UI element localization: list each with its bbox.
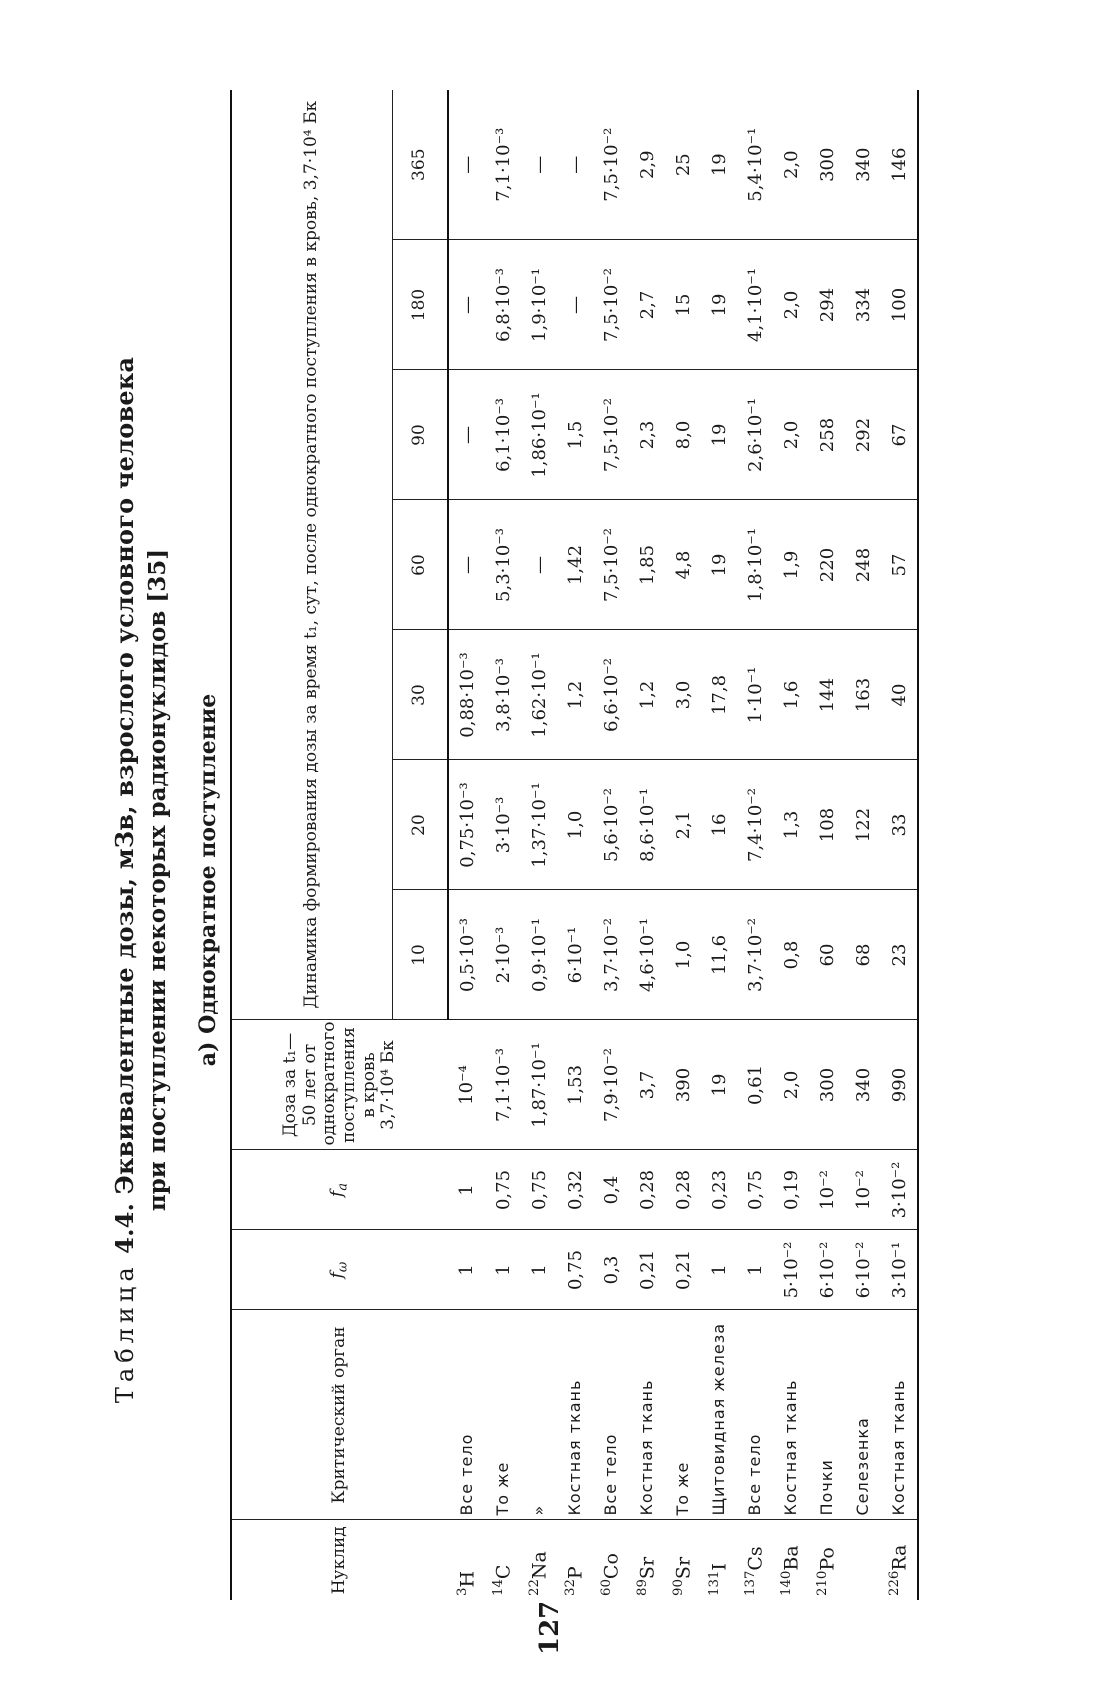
table-row [773,90,809,1600]
table-row [701,90,737,1600]
cell-day-90: 2,6·10⁻¹ [737,370,773,500]
cell-fw: 1 [701,1230,737,1310]
cell-organ: Костная ткань [629,1310,665,1520]
cell-fw: 3·10⁻¹ [881,1230,918,1310]
cell-day-90: 1,86·10⁻¹ [521,370,557,500]
cell-day-365: — [521,90,557,240]
cell-dose-50y: 390 [665,1020,701,1150]
cell-dose-50y: 1,53 [557,1020,593,1150]
cell-day-365: 340 [845,90,881,240]
cell-day-20: 5,6·10⁻² [593,760,629,890]
page-number: 127 [535,1600,565,1655]
cell-dose-50y: 3,7 [629,1020,665,1150]
cell-day-180: 6,8·10⁻³ [485,240,521,370]
cell-nuclide: $^{60}$Co [599,1553,623,1596]
cell-day-10: 60 [809,890,845,1020]
cell-day-365: — [557,90,593,240]
cell-fa: 10⁻² [809,1150,845,1230]
cell-fw: 0,3 [593,1230,629,1310]
cell-day-30: 1,6 [773,630,809,760]
cell-day-20: 1,3 [773,760,809,890]
cell-day-90: 258 [809,370,845,500]
cell-day-365: 2,0 [773,90,809,240]
header-day-10: 10 [393,890,449,1020]
cell-day-10: 0,8 [773,890,809,1020]
cell-organ: Костная ткань [881,1310,918,1520]
cell-day-180: — [448,240,485,370]
cell-dose-50y: 2,0 [773,1020,809,1150]
cell-day-30: 0,88·10⁻³ [448,630,485,760]
cell-dose-50y: 7,1·10⁻³ [485,1020,521,1150]
cell-nuclide: $^{14}$C [491,1564,515,1596]
cell-fa: 0,19 [773,1150,809,1230]
cell-fa: 0,23 [701,1150,737,1230]
table-row [881,90,918,1600]
cell-fa: 0,28 [665,1150,701,1230]
table-row [845,90,881,1600]
cell-day-60: 220 [809,500,845,630]
cell-fw: 6·10⁻² [845,1230,881,1310]
header-day-60: 60 [393,500,449,630]
cell-day-180: — [557,240,593,370]
cell-day-365: 19 [701,90,737,240]
cell-day-60: 5,3·10⁻³ [485,500,521,630]
cell-nuclide: $^{137}$Cs [743,1546,767,1596]
cell-day-180: 2,7 [629,240,665,370]
header-day-30: 30 [393,630,449,760]
cell-day-180: 7,5·10⁻² [593,240,629,370]
cell-fa: 0,75 [485,1150,521,1230]
cell-organ: Все тело [737,1310,773,1520]
table-title-text: 4.4. Эквивалентные дозы, мЗв, взрослого условного человека [110,356,139,1254]
header-day-180: 180 [393,240,449,370]
header-day-90: 90 [393,370,449,500]
cell-day-20: 0,75·10⁻³ [448,760,485,890]
cell-day-180: 19 [701,240,737,370]
cell-nuclide: $^{89}$Sr [635,1556,659,1596]
table-title [110,180,139,1580]
cell-day-90: — [448,370,485,500]
cell-organ: Почки [809,1310,845,1520]
cell-day-365: 146 [881,90,918,240]
header-fw: $f_\omega$ [231,1230,448,1310]
header-dynamics: Динамика формирования дозы за время t₁, сут, после однократного поступления в кровь, 3,7·10⁴ Бк [231,90,393,1020]
cell-day-30: 1,2 [557,630,593,760]
cell-nuclide: $^{140}$Ba [779,1545,803,1596]
cell-day-20: 16 [701,760,737,890]
cell-day-90: 7,5·10⁻² [593,370,629,500]
cell-fa: 0,32 [557,1150,593,1230]
cell-dose-50y: 300 [809,1020,845,1150]
cell-nuclide [845,1520,881,1600]
cell-fw: 0,21 [629,1230,665,1310]
cell-day-365: 7,1·10⁻³ [485,90,521,240]
cell-day-20: 1,0 [557,760,593,890]
cell-day-180: 334 [845,240,881,370]
table-row [521,90,557,1600]
cell-nuclide: $^{210}$Po [815,1547,839,1596]
header-fa: $f_a$ [231,1150,448,1230]
header-day-365: 365 [393,90,449,240]
cell-dose-50y: 10⁻⁴ [448,1020,485,1150]
table-row [737,90,773,1600]
cell-day-180: 2,0 [773,240,809,370]
table-body [448,90,918,1600]
cell-fw: 1 [737,1230,773,1310]
cell-day-90: 1,5 [557,370,593,500]
cell-day-20: 2,1 [665,760,701,890]
cell-day-10: 2·10⁻³ [485,890,521,1020]
cell-day-180: 100 [881,240,918,370]
cell-dose-50y: 7,9·10⁻² [593,1020,629,1150]
cell-day-60: 19 [701,500,737,630]
cell-day-90: 2,0 [773,370,809,500]
cell-organ: » [521,1310,557,1520]
table-subtitle: а) Однократное поступление [195,693,221,1067]
cell-day-10: 3,7·10⁻² [737,890,773,1020]
header-dose-50y: Доза за t₁—50 лет от однократного поступления в кровь 3,7·10⁴ Бк [231,1020,448,1150]
cell-day-180: 294 [809,240,845,370]
cell-organ: То же [665,1310,701,1520]
cell-day-30: 1,62·10⁻¹ [521,630,557,760]
cell-organ: То же [485,1310,521,1520]
rotated-page [60,80,1119,1680]
cell-fw: 1 [448,1230,485,1310]
cell-day-90: 2,3 [629,370,665,500]
cell-day-30: 17,8 [701,630,737,760]
table-row [448,90,485,1600]
cell-day-60: 248 [845,500,881,630]
cell-day-20: 122 [845,760,881,890]
cell-organ: Селезенка [845,1310,881,1520]
cell-day-30: 1,2 [629,630,665,760]
cell-day-60: 1,9 [773,500,809,630]
cell-day-365: 7,5·10⁻² [593,90,629,240]
cell-fw: 5·10⁻² [773,1230,809,1310]
cell-day-60: 7,5·10⁻² [593,500,629,630]
cell-day-20: 108 [809,760,845,890]
cell-day-180: 1,9·10⁻¹ [521,240,557,370]
cell-day-10: 4,6·10⁻¹ [629,890,665,1020]
cell-fw: 1 [521,1230,557,1310]
cell-day-60: 4,8 [665,500,701,630]
cell-dose-50y: 1,87·10⁻¹ [521,1020,557,1150]
cell-fa: 0,75 [737,1150,773,1230]
cell-day-60: 1,8·10⁻¹ [737,500,773,630]
cell-nuclide: $^{32}$P [563,1566,587,1596]
cell-day-30: 6,6·10⁻² [593,630,629,760]
cell-day-60: — [521,500,557,630]
cell-day-10: 68 [845,890,881,1020]
header-day-20: 20 [393,760,449,890]
table-row [557,90,593,1600]
cell-nuclide: $^{90}$Sr [671,1556,695,1596]
cell-day-90: 19 [701,370,737,500]
cell-fa: 3·10⁻² [881,1150,918,1230]
cell-day-10: 3,7·10⁻² [593,890,629,1020]
cell-day-30: 40 [881,630,918,760]
cell-day-30: 1·10⁻¹ [737,630,773,760]
cell-day-10: 11,6 [701,890,737,1020]
cell-day-10: 0,9·10⁻¹ [521,890,557,1020]
cell-nuclide: $^{22}$Na [527,1551,551,1596]
cell-day-180: 4,1·10⁻¹ [737,240,773,370]
cell-fa: 0,4 [593,1150,629,1230]
cell-nuclide: $^{131}$I [707,1563,731,1596]
cell-dose-50y: 19 [701,1020,737,1150]
table-row [485,90,521,1600]
cell-fa: 10⁻² [845,1150,881,1230]
cell-day-20: 7,4·10⁻² [737,760,773,890]
cell-fa: 0,75 [521,1150,557,1230]
cell-organ: Костная ткань [557,1310,593,1520]
table-row [665,90,701,1600]
cell-day-20: 1,37·10⁻¹ [521,760,557,890]
cell-day-10: 0,5·10⁻³ [448,890,485,1020]
cell-nuclide: $^3$H [454,1570,479,1596]
cell-day-90: 6,1·10⁻³ [485,370,521,500]
cell-day-60: — [448,500,485,630]
cell-day-10: 23 [881,890,918,1020]
table-row [593,90,629,1600]
header-nuclide: Нуклид [231,1520,448,1600]
cell-day-20: 33 [881,760,918,890]
cell-nuclide: $^{226}$Ra [881,1520,918,1600]
cell-fa: 0,28 [629,1150,665,1230]
cell-day-30: 163 [845,630,881,760]
cell-day-20: 8,6·10⁻¹ [629,760,665,890]
cell-organ: Все тело [448,1310,485,1520]
cell-dose-50y: 990 [881,1020,918,1150]
cell-day-60: 1,42 [557,500,593,630]
cell-day-20: 3·10⁻³ [485,760,521,890]
table-label: Таблица [111,1262,139,1404]
cell-day-30: 3,8·10⁻³ [485,630,521,760]
cell-fw: 0,75 [557,1230,593,1310]
cell-organ: Костная ткань [773,1310,809,1520]
table-row [809,90,845,1600]
cell-day-30: 3,0 [665,630,701,760]
cell-day-180: 15 [665,240,701,370]
cell-day-365: 25 [665,90,701,240]
cell-fw: 0,21 [665,1230,701,1310]
header-organ: Критический орган [231,1310,448,1520]
cell-day-365: 5,4·10⁻¹ [737,90,773,240]
cell-day-10: 1,0 [665,890,701,1020]
table-title-line2: при поступлении некоторых радионуклидов [35] [144,548,171,1212]
cell-dose-50y: 340 [845,1020,881,1150]
cell-day-90: 67 [881,370,918,500]
cell-day-365: 300 [809,90,845,240]
cell-day-60: 1,85 [629,500,665,630]
cell-day-90: 8,0 [665,370,701,500]
cell-organ: Щитовидная железа [701,1310,737,1520]
cell-fa: 1 [448,1150,485,1230]
cell-day-365: — [448,90,485,240]
cell-day-365: 2,9 [629,90,665,240]
cell-day-10: 6·10⁻¹ [557,890,593,1020]
table-row [629,90,665,1600]
cell-day-30: 144 [809,630,845,760]
cell-fw: 1 [485,1230,521,1310]
cell-day-90: 292 [845,370,881,500]
dose-table [230,90,919,1600]
cell-fw: 6·10⁻² [809,1230,845,1310]
cell-day-60: 57 [881,500,918,630]
cell-organ: Все тело [593,1310,629,1520]
cell-dose-50y: 0,61 [737,1020,773,1150]
